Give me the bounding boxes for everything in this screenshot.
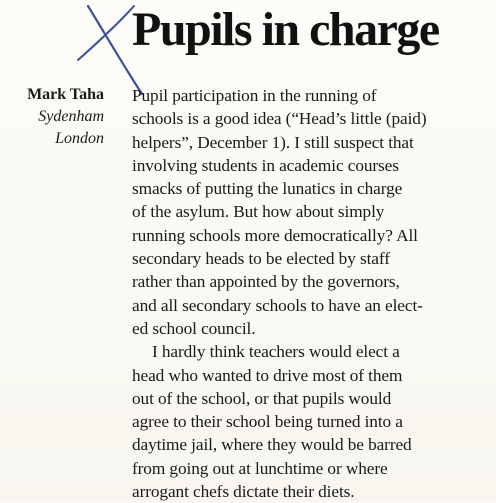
letter-body xyxy=(132,84,496,503)
text-line: agree to their school being turned into a xyxy=(132,412,403,432)
author-byline xyxy=(0,84,104,150)
text-line: and all secondary schools to have an elect- xyxy=(132,295,423,315)
headline: Pupils in charge xyxy=(132,3,439,56)
text-line: out of the school, or that pupils would xyxy=(132,388,392,408)
text-line: schools is a good idea (“Head’s little (paid) xyxy=(132,109,427,129)
text-line: running schools more democratically? All xyxy=(132,225,418,245)
text-line: Pupil participation in the running of xyxy=(132,86,377,105)
paragraph-2 xyxy=(132,340,496,503)
author-location-town: Sydenham xyxy=(38,108,104,125)
author-location-city: London xyxy=(55,130,104,147)
paragraph-1 xyxy=(132,84,496,340)
text-line: from going out at lunchtime or where xyxy=(132,458,388,478)
author-name: Mark Taha xyxy=(27,86,104,103)
text-line: of the asylum. But how about simply xyxy=(132,202,385,222)
text-line: helpers”, December 1). I still suspect that xyxy=(132,132,414,152)
text-line: rather than appointed by the governors, xyxy=(132,272,400,292)
text-line: ed school council. xyxy=(132,318,256,338)
text-line: daytime jail, where they would be barred xyxy=(132,435,412,455)
text-line: secondary heads to be elected by staff xyxy=(132,249,390,269)
text-line: smacks of putting the lunatics in charge xyxy=(132,179,403,199)
text-line: arrogant chefs dictate their diets. xyxy=(132,482,355,502)
text-line: I hardly think teachers would elect a xyxy=(152,342,400,362)
text-line: involving students in academic courses xyxy=(132,155,399,175)
text-line: head who wanted to drive most of them xyxy=(132,365,403,385)
